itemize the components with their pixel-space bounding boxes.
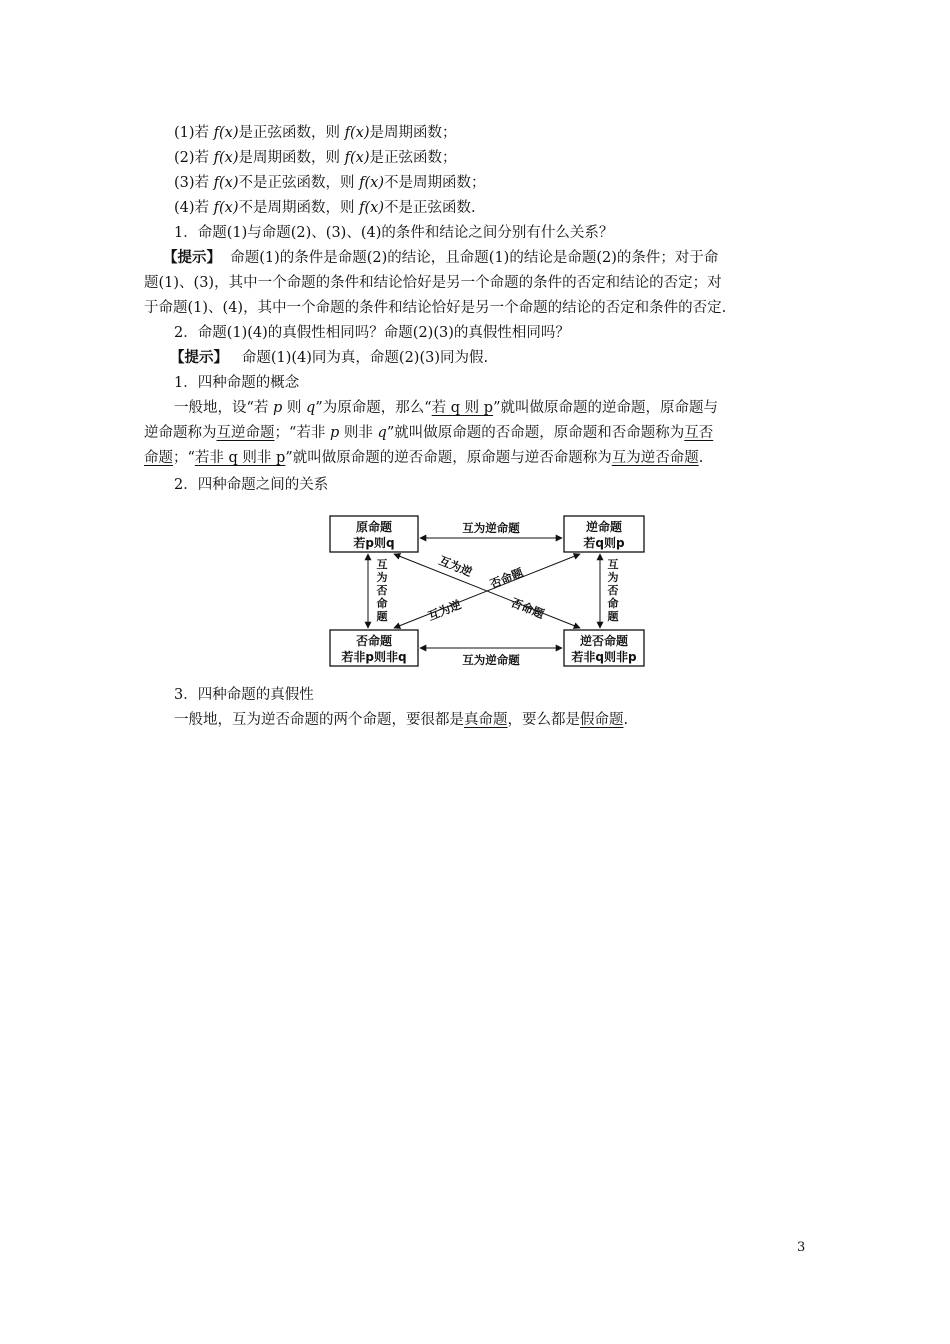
label-char: 否 bbox=[607, 584, 619, 597]
hint-text: 命题(1)的条件是命题(2)的结论，且命题(1)的结论是命题(2)的条件；对于命 bbox=[230, 250, 719, 266]
concept-line-2 bbox=[144, 422, 713, 444]
underlined-answer: 命题 bbox=[144, 450, 173, 466]
box-inverse bbox=[330, 630, 418, 666]
label-char: 命 bbox=[607, 597, 619, 610]
hint-1-line-2: 题(1)、(3)，其中一个命题的条件和结论恰好是另一个命题的条件的否定和结论的否定；对 bbox=[144, 275, 722, 291]
top-arrow-label: 互为逆命题 bbox=[462, 521, 520, 535]
label-char: 为 bbox=[376, 571, 388, 584]
label-char: 否 bbox=[376, 584, 388, 597]
box-original-form: 若p则q bbox=[353, 536, 395, 550]
label-char: 互 bbox=[607, 558, 619, 571]
text: ；“若非 bbox=[274, 425, 331, 441]
q-mid: 不是周期函数，则 bbox=[238, 200, 360, 216]
label-char: 为 bbox=[607, 571, 619, 584]
q-prefix: (2)若 bbox=[174, 150, 214, 166]
var-p: p bbox=[273, 400, 283, 416]
box-original bbox=[330, 516, 418, 552]
four-propositions-diagram bbox=[328, 514, 646, 670]
box-converse-title: 逆命题 bbox=[585, 520, 623, 534]
question-relation: 1．命题(1)与命题(2)、(3)、(4)的条件和结论之间分别有什么关系？ bbox=[174, 225, 614, 241]
label-char: 题 bbox=[376, 610, 388, 623]
section-2-title: 2．四种命题之间的关系 bbox=[174, 477, 329, 493]
box-inverse-title: 否命题 bbox=[355, 634, 393, 648]
text: 则 bbox=[282, 400, 307, 416]
hint-label: 【提示】 bbox=[163, 249, 221, 266]
underlined-answer: 互为逆否命题 bbox=[611, 450, 699, 466]
hint-label: 【提示】 bbox=[170, 349, 228, 366]
fx: f(x) bbox=[359, 175, 384, 191]
underlined-answer: 互逆命题 bbox=[216, 425, 275, 441]
var-q: q bbox=[306, 400, 316, 416]
q-end: 不是周期函数； bbox=[383, 175, 486, 191]
text: ”就叫做原命题的否命题，原命题和否命题称为 bbox=[386, 425, 685, 441]
text: 逆命题称为 bbox=[144, 425, 217, 441]
fx: f(x) bbox=[213, 125, 239, 141]
text: ；“ bbox=[173, 450, 195, 466]
diagonal-label-2: 否命题 bbox=[487, 565, 526, 592]
text: 一般地，互为逆否命题的两个命题，要很都是 bbox=[174, 712, 464, 728]
left-arrow-label bbox=[376, 557, 388, 623]
concept-line-1 bbox=[174, 397, 718, 419]
q-end: 是正弦函数； bbox=[369, 150, 457, 166]
diagonal-label-4: 否命题 bbox=[508, 595, 547, 622]
q-mid: 是正弦函数，则 bbox=[238, 125, 345, 141]
q-prefix: (4)若 bbox=[174, 200, 214, 216]
hint-1-line-1 bbox=[163, 247, 718, 269]
fx: f(x) bbox=[359, 200, 384, 216]
q-mid: 是周期函数，则 bbox=[238, 150, 345, 166]
q-mid: 不是正弦函数，则 bbox=[238, 175, 360, 191]
text: . bbox=[698, 450, 704, 466]
truth-statement bbox=[174, 709, 628, 731]
question-1 bbox=[174, 122, 456, 144]
box-contrapositive-form: 若非q则非p bbox=[571, 650, 637, 664]
text: ”为原命题，那么“ bbox=[315, 400, 432, 416]
fx: f(x) bbox=[344, 150, 370, 166]
section-1-title: 1．四种命题的概念 bbox=[174, 375, 300, 391]
fx: f(x) bbox=[344, 125, 370, 141]
question-4 bbox=[174, 197, 476, 219]
underlined-answer: 若 q 则 p bbox=[431, 400, 494, 416]
box-inverse-form: 若非p则非q bbox=[341, 650, 407, 664]
diagonal-label-1: 互为逆 bbox=[436, 553, 475, 580]
underlined-answer: 若非 q 则非 p bbox=[194, 450, 286, 466]
box-original-title: 原命题 bbox=[355, 520, 393, 534]
text: ”就叫做原命题的逆否命题，原命题与逆否命题称为 bbox=[285, 450, 612, 466]
page-number: 3 bbox=[797, 1240, 806, 1255]
label-char: 题 bbox=[607, 610, 619, 623]
box-contrapositive-title: 逆否命题 bbox=[579, 634, 629, 648]
bottom-arrow-label: 互为逆命题 bbox=[462, 653, 520, 667]
var-q: q bbox=[377, 425, 387, 441]
text: 一般地，设“若 bbox=[174, 400, 274, 416]
question-2 bbox=[174, 147, 456, 169]
underlined-answer: 假命题 bbox=[580, 712, 624, 728]
hint-2 bbox=[170, 347, 488, 369]
label-char: 命 bbox=[376, 597, 388, 610]
q-prefix: (1)若 bbox=[174, 125, 214, 141]
question-3 bbox=[174, 172, 485, 194]
right-arrow-label bbox=[607, 557, 619, 623]
text: . bbox=[623, 712, 629, 728]
underlined-answer: 真命题 bbox=[464, 712, 508, 728]
q-end: 不是正弦函数. bbox=[383, 200, 476, 216]
section-3-title: 3．四种命题的真假性 bbox=[174, 687, 314, 703]
concept-line-3 bbox=[144, 447, 703, 469]
text: 则非 bbox=[339, 425, 378, 441]
hint-text: 命题(1)(4)同为真，命题(2)(3)同为假. bbox=[241, 350, 489, 366]
question-truth: 2．命题(1)(4)的真假性相同吗？命题(2)(3)的真假性相同吗？ bbox=[174, 325, 570, 341]
text: ，要么都是 bbox=[507, 712, 580, 728]
label-char: 互 bbox=[376, 558, 388, 571]
box-converse bbox=[564, 516, 644, 552]
diagonal-label-3: 互为逆 bbox=[425, 597, 464, 624]
q-prefix: (3)若 bbox=[174, 175, 214, 191]
fx: f(x) bbox=[213, 175, 239, 191]
fx: f(x) bbox=[213, 200, 239, 216]
box-contrapositive bbox=[564, 630, 644, 666]
fx: f(x) bbox=[213, 150, 239, 166]
box-converse-form: 若q则p bbox=[583, 536, 625, 550]
text: ”就叫做原命题的逆命题，原命题与 bbox=[493, 400, 718, 416]
q-end: 是周期函数； bbox=[369, 125, 457, 141]
var-p: p bbox=[330, 425, 340, 441]
underlined-answer: 互否 bbox=[684, 425, 714, 441]
hint-1-line-3: 于命题(1)、(4)，其中一个命题的条件和结论恰好是另一个命题的结论的否定和条件的否定. bbox=[144, 300, 727, 316]
